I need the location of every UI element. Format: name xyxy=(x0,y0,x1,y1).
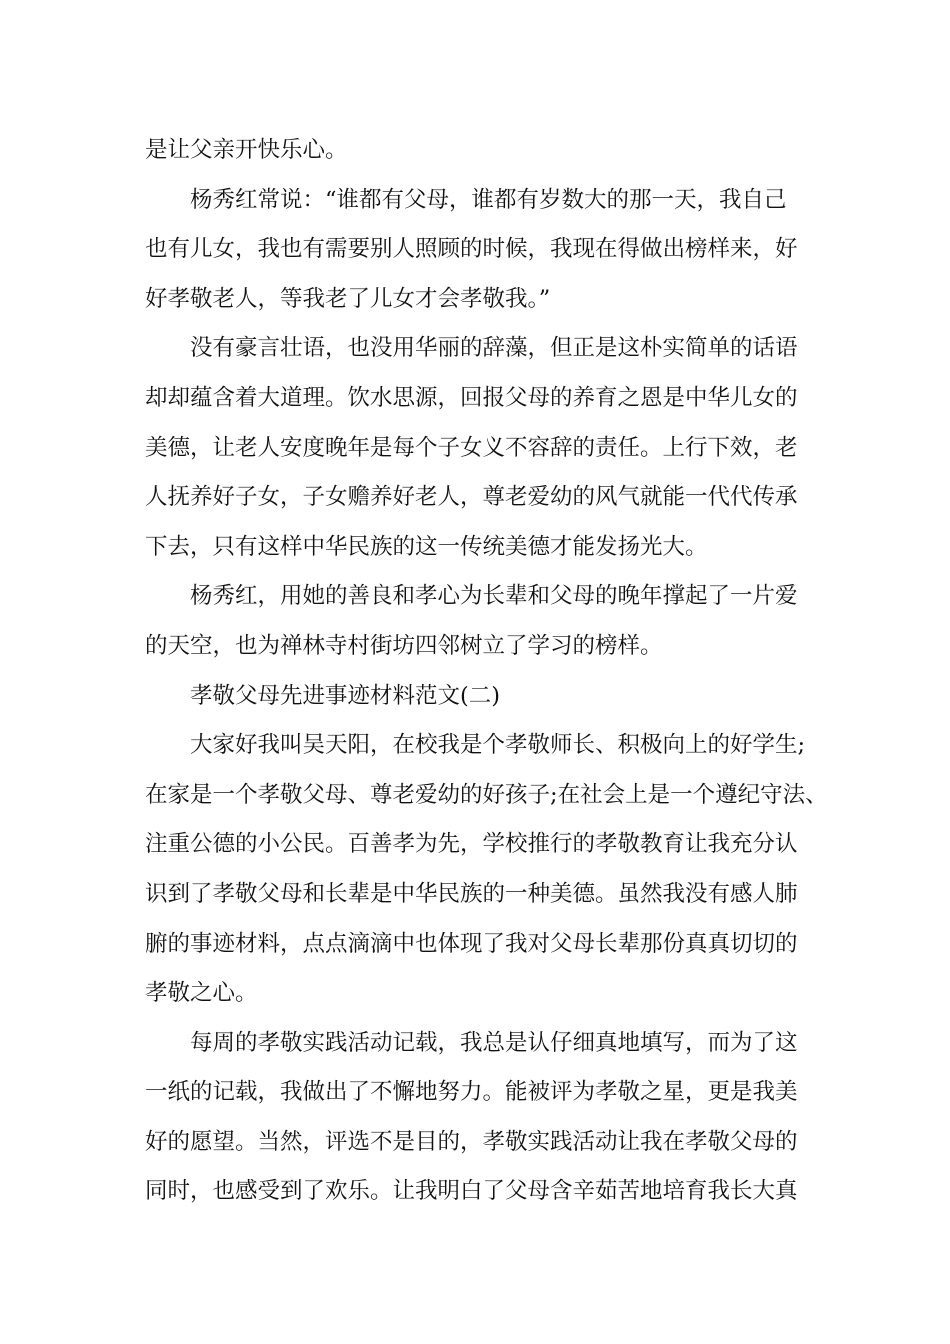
text-line: 是让父亲开快乐心。 xyxy=(145,137,348,163)
text-line: 同时，也感受到了欢乐。让我明白了父母含辛茹苦地培育我长大真 xyxy=(145,1178,798,1205)
section-heading: 孝敬父母先进事迹材料范文(二) xyxy=(145,682,501,709)
text-line: 人抚养好子女，子女赡养好老人，尊老爱幼的风气就能一代代传承 xyxy=(145,484,798,511)
text-line: 每周的孝敬实践活动记载，我总是认仔细真地填写，而为了这 xyxy=(145,1029,798,1056)
text-line: 杨秀红，用她的善良和孝心为长辈和父母的晚年撑起了一片爱 xyxy=(145,583,798,610)
text-line: 识到了孝敬父母和长辈是中华民族的一种美德。虽然我没有感人肺 xyxy=(145,880,798,907)
text-line: 的天空，也为禅林寺村街坊四邻树立了学习的榜样。 xyxy=(145,632,663,659)
text-line: 也有儿女，我也有需要别人照顾的时候，我现在得做出榜样来，好 xyxy=(145,236,798,263)
text-line: 美德，让老人安度晚年是每个子女义不容辞的责任。上行下效，老 xyxy=(145,434,798,461)
text-line: 注重公德的小公民。百善孝为先，学校推行的孝敬教育让我充分认 xyxy=(145,831,798,858)
text-line: 好的愿望。当然，评选不是目的，孝敬实践活动让我在孝敬父母的 xyxy=(145,1128,798,1155)
text-line: 没有豪言壮语，也没用华丽的辞藻，但正是这朴实简单的话语 xyxy=(145,335,798,362)
body-text xyxy=(145,126,828,1217)
text-line: 在家是一个孝敬父母、尊老爱幼的好孩子;在社会上是一个遵纪守法、 xyxy=(145,781,828,808)
text-line: 杨秀红常说：“谁都有父母，谁都有岁数大的那一天，我自己 xyxy=(145,186,787,213)
text-line: 却却蕴含着大道理。饮水思源，回报父母的养育之恩是中华儿女的 xyxy=(145,384,798,411)
text-line: 一纸的记载，我做出了不懈地努力。能被评为孝敬之星，更是我美 xyxy=(145,1079,798,1106)
text-line: 大家好我叫吴天阳，在校我是个孝敬师长、积极向上的好学生; xyxy=(145,732,806,759)
text-line: 下去，只有这样中华民族的这一传统美德才能发扬光大。 xyxy=(145,533,708,560)
text-line: 腑的事迹材料，点点滴滴中也体现了我对父母长辈那份真真切切的 xyxy=(145,930,798,957)
text-line: 孝敬之心。 xyxy=(145,980,258,1007)
text-line: 好孝敬老人，等我老了儿女才会孝敬我。” xyxy=(145,285,551,312)
